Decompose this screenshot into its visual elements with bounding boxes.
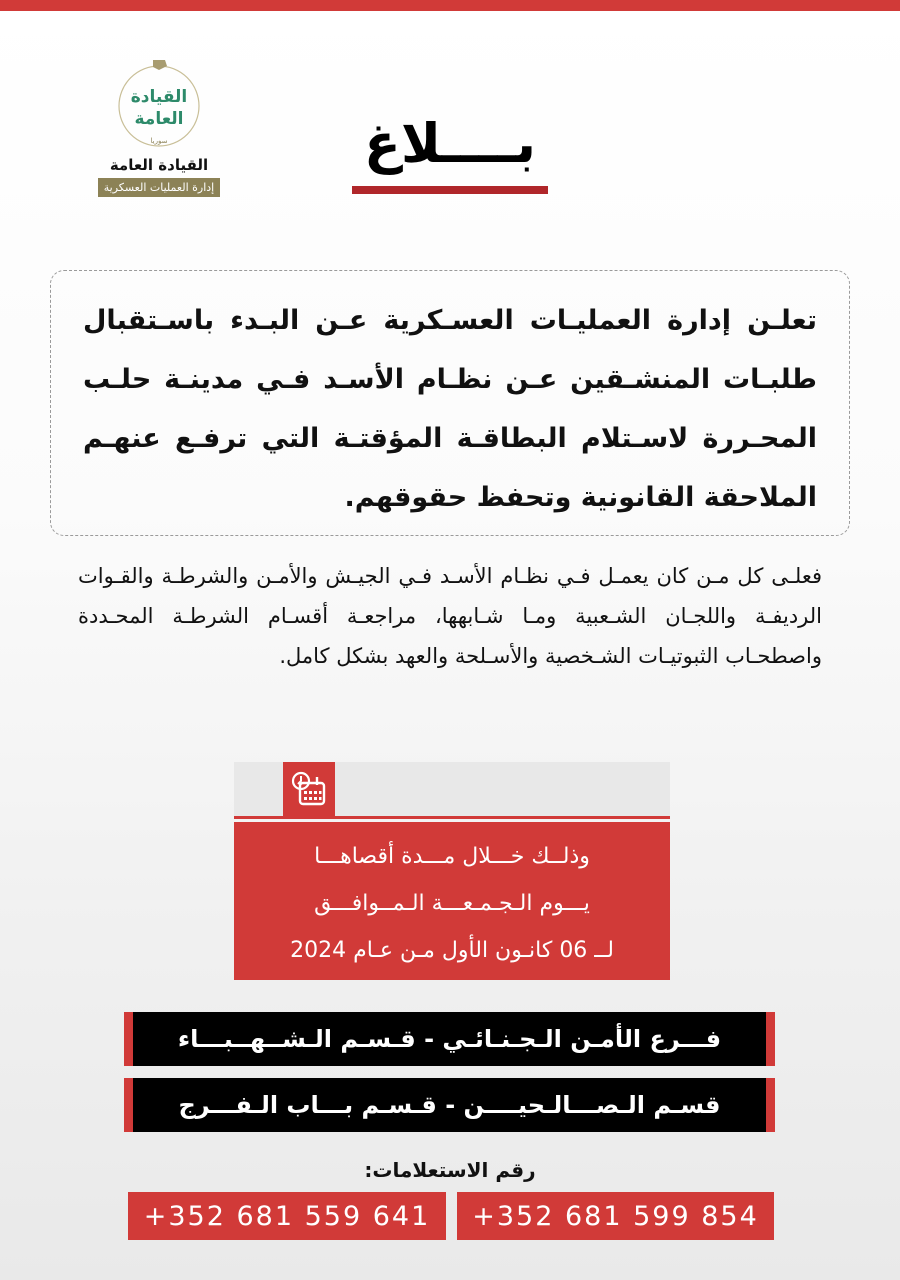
organization-logo bbox=[86, 58, 232, 208]
calendar-icon-tab bbox=[283, 762, 335, 816]
section-strip bbox=[124, 1078, 775, 1132]
instructions-paragraph: فعلـى كل مـن كان يعمـل فـي نظـام الأسـد فـي الجيـش والأمـن والشرطـة والقـوات الرديفـة واللجـان الشـعبية ومـا شـابهها، مراجعـة أقسـام الشرطـة المحـددة واصطحـاب الثبوتيـات الشـخصية والأسـلحة والعهد بشكل كامل. bbox=[78, 564, 822, 668]
top-accent-bar bbox=[0, 0, 900, 11]
phone-number-box[interactable] bbox=[457, 1192, 774, 1240]
heading-block bbox=[350, 108, 550, 196]
deadline-card-divider bbox=[234, 816, 670, 819]
phone-number[interactable]: +352 681 599 854 bbox=[472, 1200, 759, 1232]
section-strip bbox=[124, 1012, 775, 1066]
deadline-line-3: لــ 06 كانـون الأول مـن عـام 2024 bbox=[290, 937, 614, 963]
logo-subtitle: إدارة العمليات العسكرية bbox=[98, 178, 220, 197]
emblem-text-1: القيادة bbox=[130, 87, 188, 107]
deadline-card bbox=[234, 762, 670, 980]
title-underline bbox=[352, 186, 548, 194]
logo-title: القيادة العامة bbox=[109, 156, 209, 174]
emblem-icon bbox=[113, 58, 205, 150]
announcement-text: تعلـن إدارة العمليـات العسـكرية عـن البـدء باسـتقبال طلبـات المنشـقين عـن نظـام الأسـد فـي مدينـة حلـب المحـررة لاسـتلام البطاقـة المؤقتـة التي ترفـع عنهـم الملاحقة القانونية وتحفظ حقوقهم. bbox=[83, 305, 817, 513]
section-label: قسـم الـصـــالـحيــــن - قـسـم بـــاب الـفـــرج bbox=[178, 1091, 721, 1119]
inquiries-label: رقم الاستعلامات: bbox=[364, 1158, 536, 1182]
section-label: فـــرع الأمـن الـجـنـائـي - قـسـم الـشــهــبـــاء bbox=[177, 1025, 722, 1053]
deadline-card-body bbox=[234, 822, 670, 980]
emblem-caption: سوريا bbox=[150, 137, 168, 145]
announcement-box bbox=[50, 270, 850, 536]
phone-number[interactable]: +352 681 559 641 bbox=[143, 1200, 431, 1232]
emblem-text-2: العامة bbox=[134, 109, 184, 129]
calendar-clock-icon bbox=[290, 770, 328, 808]
page-title: بــــلاغ bbox=[364, 112, 536, 175]
deadline-line-2: يـــوم الـجـمـعـــة الـمــوافـــق bbox=[314, 890, 590, 916]
deadline-line-1: وذلــك خـــلال مـــدة أقصاهـــا bbox=[314, 843, 590, 869]
phone-number-box[interactable] bbox=[128, 1192, 446, 1240]
